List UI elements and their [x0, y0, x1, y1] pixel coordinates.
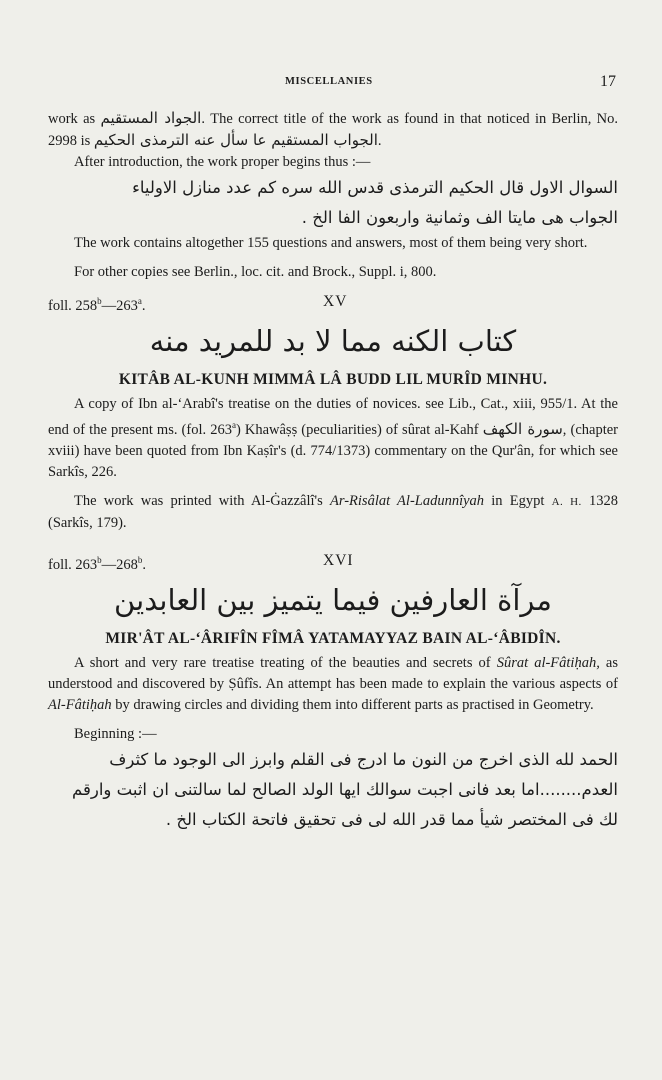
arabic-line: الحمد لله الذى اخرج من النون ما ادرج فى القلم وابرز الى الوجود ما كثرف	[109, 749, 618, 769]
section-number: XVI	[323, 551, 354, 569]
text-run: ) Khawâṣṣ (peculiarities) of sûrat al-Kahf	[235, 421, 479, 438]
text-run: —263	[101, 297, 138, 314]
text-run: .	[142, 556, 147, 573]
section-paragraph	[48, 394, 618, 483]
arabic-line: السوال الاول قال الحكيم الترمذى قدس الله سره كم عدد منازل الاولياء	[132, 178, 618, 197]
arabic-inline-surah: سورة الكهف	[482, 419, 563, 438]
era-abbreviation: A. H.	[551, 495, 582, 508]
text-run: in Egypt	[491, 492, 545, 509]
italic-title: Ar-Risâlat Al-Ladunnîyah	[330, 492, 485, 509]
folio-range-row	[48, 550, 618, 572]
section-paragraph	[48, 491, 618, 534]
superscript: b	[97, 296, 102, 306]
arabic-line: الجواب هى مايتا الف وثمانية واربعون الفا الخ .	[301, 208, 618, 227]
text-run: by drawing circles and dividing them into different parts as practised in Geometry.	[115, 696, 594, 713]
arabic-line: لك فى المختصر شيأ مما قدر الله لى فى تحقيق فاتحة الكتاب الخ .	[165, 809, 618, 829]
folio-range	[48, 291, 146, 317]
beginning-label: Beginning :—	[74, 725, 157, 742]
intro-paragraph-2: After introduction, the work proper begins thus :—	[74, 154, 371, 170]
page-number: 17	[600, 73, 616, 90]
superscript: b	[137, 554, 143, 565]
intro-paragraph-1	[48, 108, 618, 152]
transliterated-section-title: KITÂB AL-KUNH MIMMÂ LÂ BUDD LIL MURÎD MINHU.	[118, 371, 548, 388]
arabic-section-title: مرآة العارفين فيما يتميز بين العابدين	[114, 582, 552, 617]
text-run: . The correct title of the work as found in that noticed in Berlin, No. 2998 is	[48, 111, 619, 149]
text-run: A short and very rare treatise treating of the beauties and secrets of	[74, 654, 491, 671]
text-run: foll. 258	[48, 297, 98, 314]
text-run: A copy of Ibn al-‘Arabî's treatise on the duties of novices. see Lib., Cat., xiii, 955/1. At the end of the present ms. (fol. 263	[48, 396, 618, 438]
text-run: —268	[101, 556, 138, 573]
text-run: as understood and discovered by Ṣûfîs. An attempt has been made to explain the various aspects of	[48, 654, 619, 692]
folio-range-row	[48, 291, 618, 313]
arabic-inline-title: الجواد المستقيم	[100, 109, 202, 127]
italic-title: Sûrat al-Fâtiḥah,	[496, 654, 600, 671]
transliterated-section-title: MIR'ÂT AL-‘ÂRIFÎN FÎMÂ YATAMAYYAZ BAIN AL-‘ÂBIDÎN.	[105, 629, 561, 647]
page-body	[48, 108, 618, 835]
italic-title: Al-Fâtiḥah	[48, 696, 112, 713]
folio-range	[48, 550, 146, 576]
text-run: work as	[48, 111, 96, 127]
text-run: foll. 263	[48, 556, 98, 573]
arabic-line: العدم........اما بعد فانى اجبت سوالك ايها الولد الصالح لما سالتنى ان اثبت وارقم	[72, 779, 618, 799]
arabic-section-title: كتاب الكنه مما لا بد للمريد منه	[149, 324, 517, 358]
page-header	[0, 74, 662, 94]
superscript: a	[231, 420, 236, 430]
text-run: The work was printed with Al-Ġazzâlî's	[74, 492, 323, 509]
intro-paragraph-4: For other copies see Berlin., loc. cit. and Brock., Suppl. i, 800.	[74, 264, 437, 280]
intro-paragraph-3: The work contains altogether 155 questions and answers, most of them being very short.	[74, 235, 588, 251]
section-number: XV	[323, 293, 348, 310]
arabic-inline-alt-title: الجواب المستقيم عا سأل عنه الترمذى الحكيم	[93, 131, 378, 149]
section-paragraph	[48, 653, 618, 716]
superscript: a	[137, 296, 142, 306]
text-run: 1328 (Sarkîs, 179).	[48, 492, 619, 531]
text-run: .	[141, 297, 146, 314]
text-run: .	[377, 133, 382, 149]
text-run: , (chapter xviii) have been quoted from Ibn Kaṣîr's (d. 774/1373) commentary on the Qur'ân, for which see Sarkîs, 226.	[48, 421, 618, 480]
superscript: b	[97, 554, 102, 565]
running-head: MISCELLANIES	[285, 76, 373, 87]
